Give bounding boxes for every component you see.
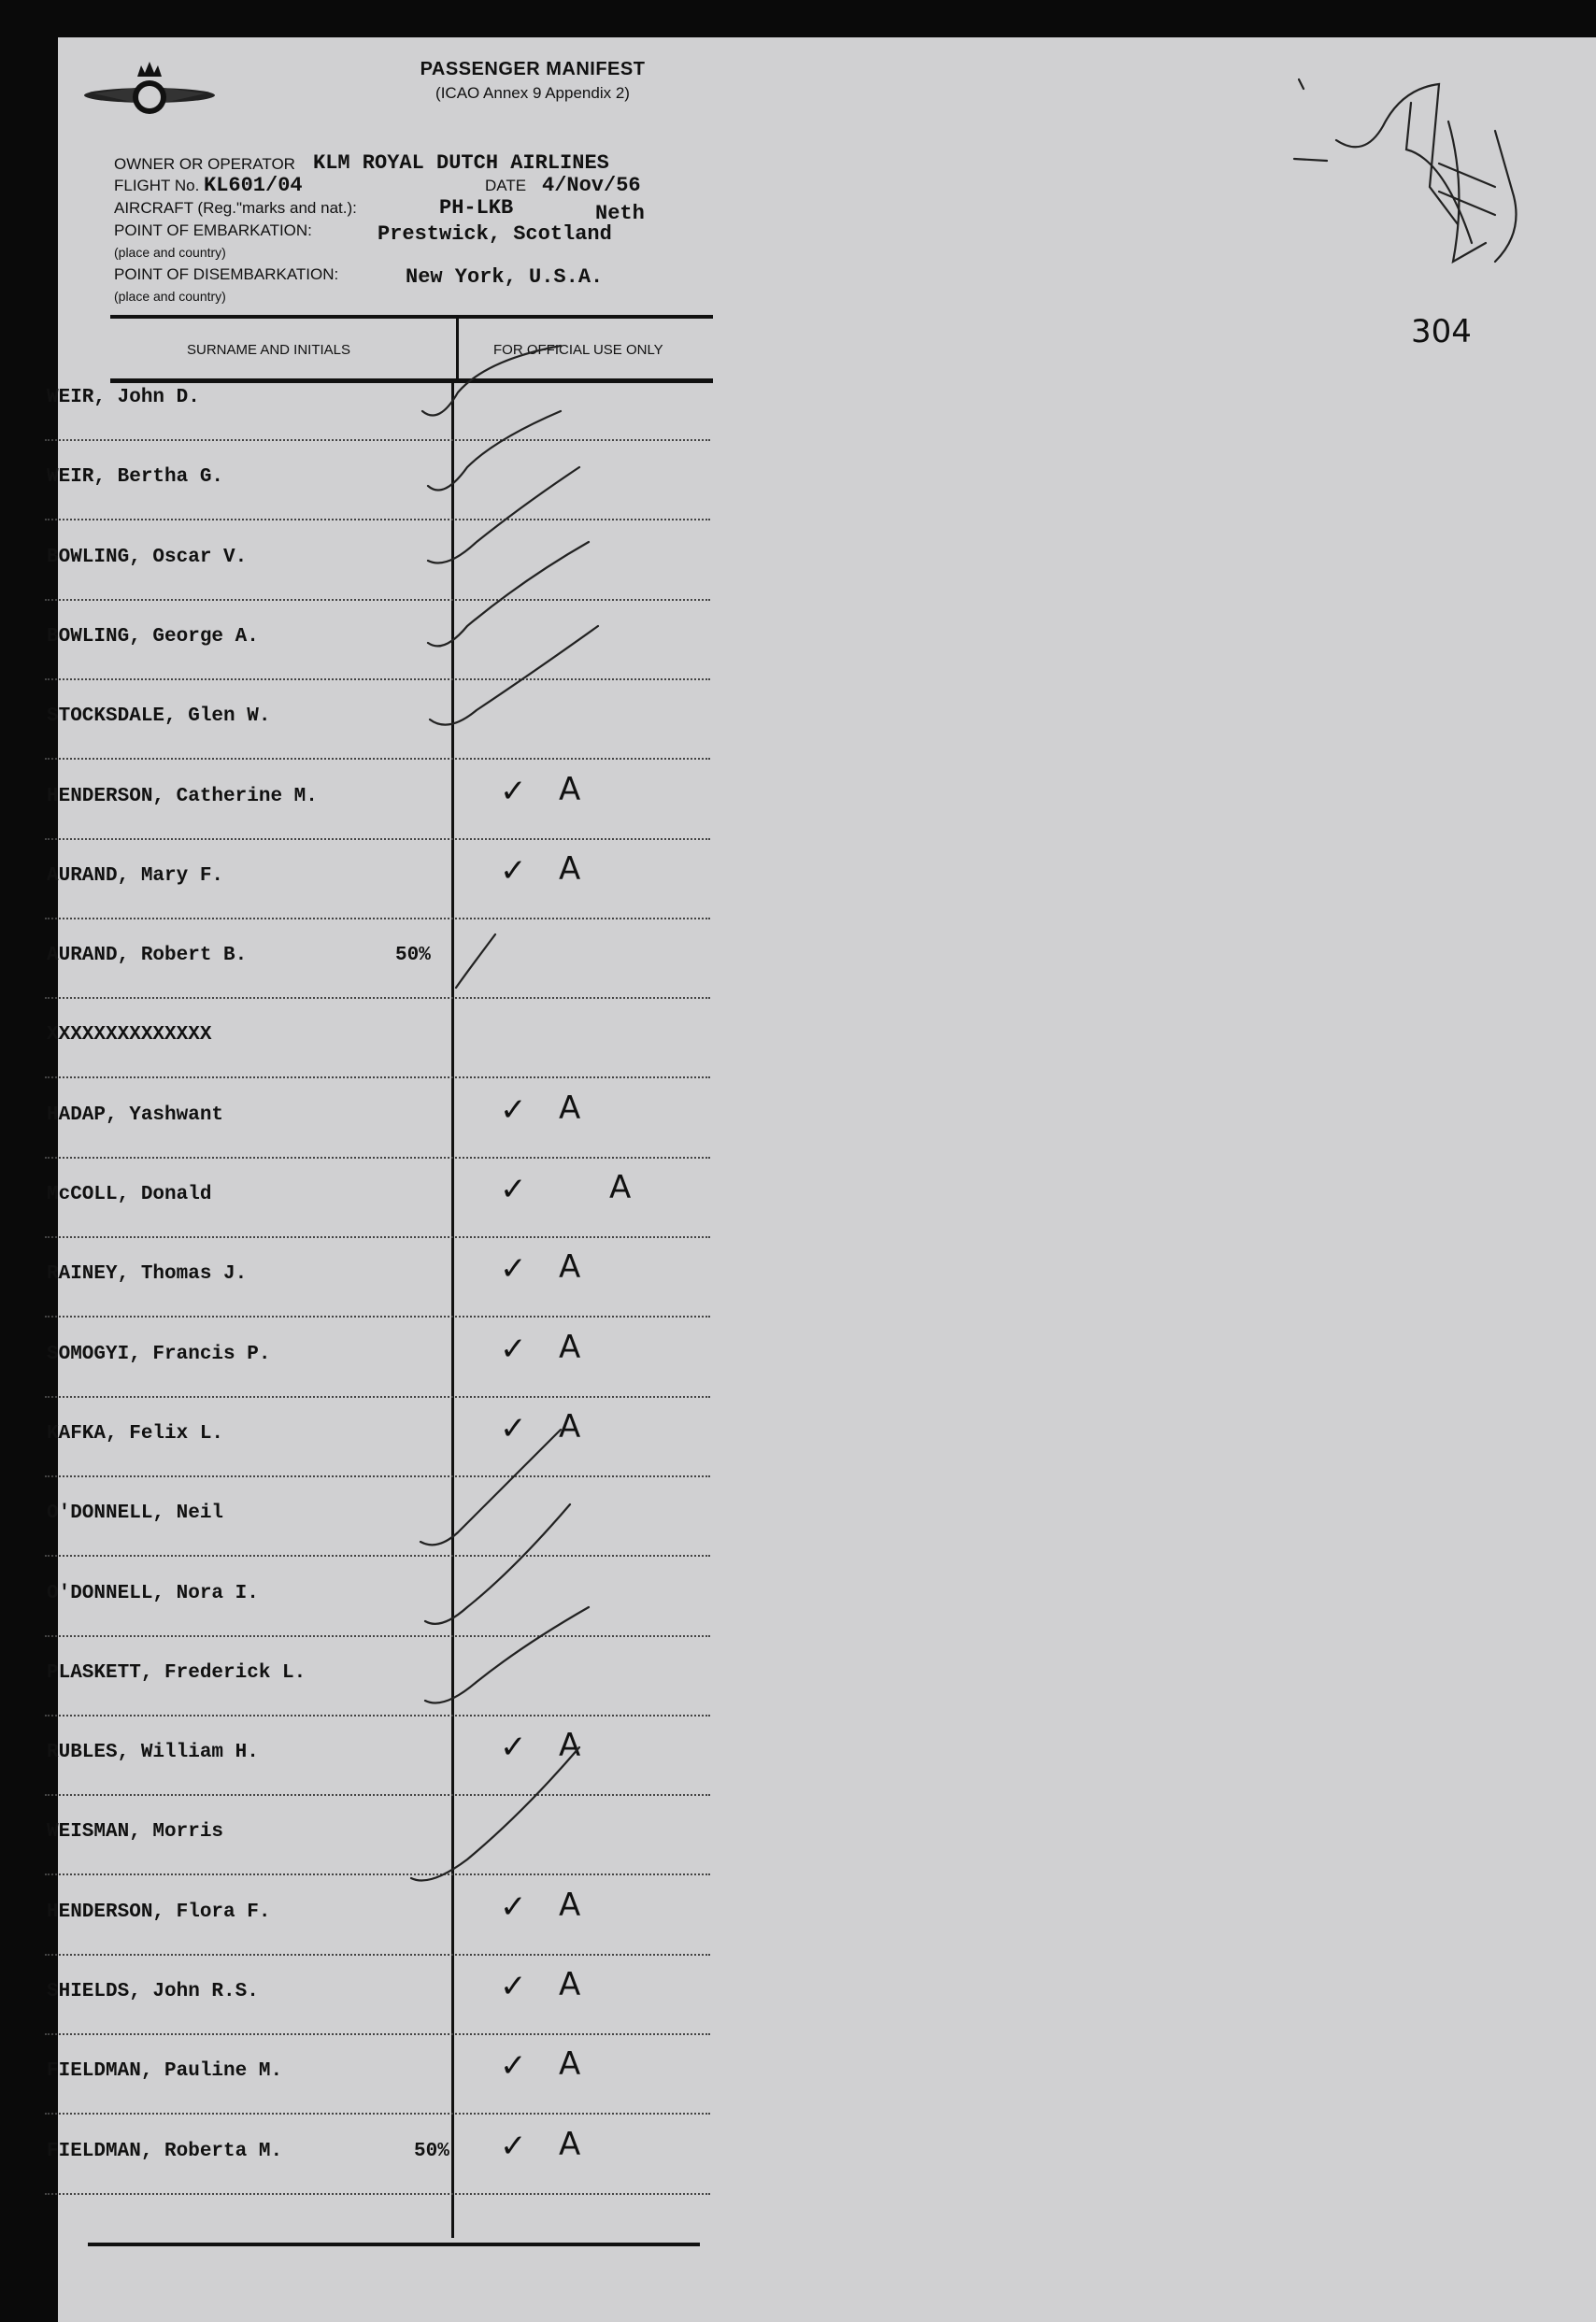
row-dotted-line [45, 1954, 710, 1956]
page-number: 304 [1411, 313, 1472, 350]
official-a-mark: A [559, 2126, 581, 2163]
official-check-mark: ✓ [500, 1888, 527, 1926]
flight-label: FLIGHT No. [114, 177, 200, 194]
row-dotted-line [45, 1873, 710, 1875]
col-header-names: SURNAME AND INITIALS [187, 342, 351, 358]
row-dotted-line [45, 2113, 710, 2115]
official-check-mark: ✓ [500, 1729, 527, 1766]
col-header-official: FOR OFFICIAL USE ONLY [493, 342, 663, 358]
passenger-name: O'DONNELL, Nora I. [47, 1583, 259, 1604]
passenger-name: FIELDMAN, Roberta M. [47, 2141, 283, 2162]
passenger-name: PLASKETT, Frederick L. [47, 1662, 306, 1684]
row-dotted-line [45, 678, 710, 680]
passenger-name: O'DONNELL, Neil [47, 1503, 224, 1524]
row-dotted-line [45, 918, 710, 919]
klm-crown-logo [79, 56, 220, 121]
passenger-name: RUBLES, William H. [47, 1742, 259, 1763]
official-a-mark: A [559, 1887, 581, 1924]
aircraft-value: PH-LKB [439, 196, 514, 220]
header-bottom-rule [110, 378, 713, 383]
owner-value: KLM ROYAL DUTCH AIRLINES [313, 151, 609, 175]
form-title: PASSENGER MANIFEST [420, 59, 646, 79]
embark-label: POINT OF EMBARKATION: [114, 221, 312, 239]
official-a-mark: A [559, 1090, 581, 1127]
aircraft-nationality: Neth [595, 202, 645, 225]
row-dotted-line [45, 519, 710, 520]
official-check-mark: ✓ [500, 2128, 527, 2165]
form-subtitle: (ICAO Annex 9 Appendix 2) [435, 84, 630, 102]
row-dotted-line [45, 1555, 710, 1557]
row-dotted-line [45, 439, 710, 441]
passenger-name: RAINEY, Thomas J. [47, 1263, 248, 1285]
passenger-name: WEIR, John D. [47, 387, 200, 408]
passenger-name: WEISMAN, Morris [47, 1821, 224, 1843]
row-dotted-line [45, 758, 710, 760]
passenger-name: SOMOGYI, Francis P. [47, 1344, 271, 1365]
passenger-name: McCOLL, Donald [47, 1184, 212, 1205]
official-check-mark: ✓ [500, 1091, 527, 1129]
passenger-name: AURAND, Mary F. [47, 865, 224, 887]
official-check-mark: ✓ [500, 1410, 527, 1447]
column-divider [451, 383, 454, 2238]
aircraft-label: AIRCRAFT (Reg."marks and nat.): [114, 199, 357, 217]
row-dotted-line [45, 1475, 710, 1477]
row-dotted-line [45, 1635, 710, 1637]
row-dotted-line [45, 1794, 710, 1796]
official-a-mark: A [559, 850, 581, 888]
row-dotted-line [45, 997, 710, 999]
official-check-mark: ✓ [500, 773, 527, 810]
official-check-mark: ✓ [500, 1968, 527, 2005]
row-dotted-line [45, 1316, 710, 1318]
date-value: 4/Nov/56 [542, 174, 641, 197]
disembark-label: POINT OF DISEMBARKATION: [114, 265, 339, 283]
row-dotted-line [45, 599, 710, 601]
official-check-mark: ✓ [500, 1250, 527, 1288]
row-dotted-line [45, 1396, 710, 1398]
passenger-name: STOCKSDALE, Glen W. [47, 705, 271, 727]
row-dotted-line [45, 1076, 710, 1078]
row-dotted-line [45, 1157, 710, 1159]
official-a-mark: A [559, 1966, 581, 2003]
passenger-name: HENDERSON, Flora F. [47, 1902, 271, 1923]
embark-value: Prestwick, Scotland [378, 222, 612, 246]
owner-label: OWNER OR OPERATOR [114, 155, 295, 173]
passenger-name: BOWLING, George A. [47, 626, 259, 648]
row-dotted-line [45, 1236, 710, 1238]
embark-note: (place and country) [114, 245, 226, 260]
official-a-mark: A [559, 1408, 581, 1446]
official-a-mark: A [559, 1727, 581, 1764]
flight-value: KL601/04 [204, 174, 303, 197]
fare-note: 50% [395, 945, 431, 966]
disembark-value: New York, U.S.A. [406, 265, 604, 289]
official-a-mark: A [559, 1329, 581, 1366]
official-a-mark: A [559, 1248, 581, 1286]
official-check-mark: ✓ [500, 2047, 527, 2085]
passenger-name: SHIELDS, John R.S. [47, 1981, 259, 2002]
header-divider [456, 318, 459, 378]
passenger-name: HADAP, Yashwant [47, 1104, 224, 1126]
disembark-note: (place and country) [114, 289, 226, 304]
passenger-name: KAFKA, Felix L. [47, 1423, 224, 1445]
official-check-mark: ✓ [500, 852, 527, 890]
table-bottom-rule [88, 2243, 700, 2246]
header-top-rule [110, 315, 713, 319]
fare-note: 50% [414, 2141, 449, 2162]
date-label: DATE [485, 177, 527, 194]
row-dotted-line [45, 1715, 710, 1717]
passenger-name: HENDERSON, Catherine M. [47, 786, 318, 807]
row-dotted-line [45, 2193, 710, 2195]
row-dotted-line [45, 838, 710, 840]
official-check-mark: ✓ [500, 1171, 527, 1208]
official-a-mark: A [609, 1169, 632, 1206]
passenger-name: FIELDMAN, Pauline M. [47, 2060, 283, 2082]
official-a-mark: A [559, 2045, 581, 2083]
official-check-mark: ✓ [500, 1331, 527, 1368]
official-a-mark: A [559, 771, 581, 808]
passenger-name: XXXXXXXXXXXXXX [47, 1024, 212, 1046]
row-dotted-line [45, 2033, 710, 2035]
passenger-name: AURAND, Robert B. [47, 945, 248, 966]
passenger-name: BOWLING, Oscar V. [47, 547, 248, 568]
passenger-name: WEIR, Bertha G. [47, 466, 224, 488]
